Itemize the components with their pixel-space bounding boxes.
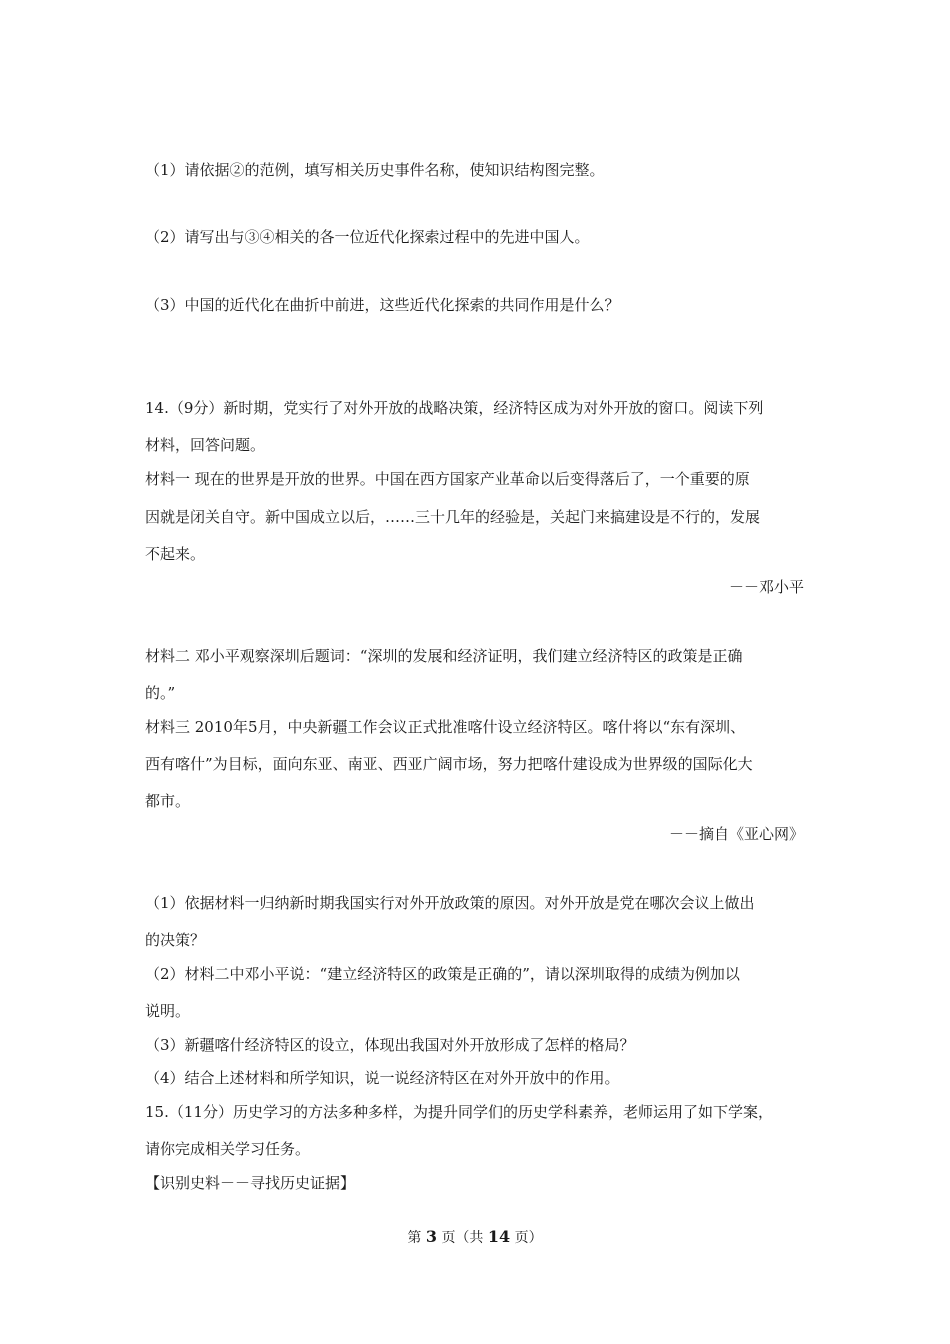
- footer-page-number: 3: [425, 1227, 437, 1246]
- q14-heading-line1: 14.（9分）新时期，党实行了对外开放的战略决策，经济特区成为对外开放的窗口。阅读下列: [145, 399, 764, 417]
- material3-line1: 材料三 2010年5月，中央新疆工作会议正式批准喀什设立经济特区。喀什将以“东有深圳、: [145, 718, 746, 736]
- q14-sub1-line1: （1）依据材料一归纳新时期我国实行对外开放政策的原因。对外开放是党在哪次会议上做出: [145, 894, 755, 912]
- material3-line2: 西有喀什”为目标，面向东亚、南亚、西亚广阔市场，努力把喀什建设成为世界级的国际化大: [145, 755, 753, 773]
- material1-line3: 不起来。: [145, 545, 206, 563]
- q13-sub3: （3）中国的近代化在曲折中前进，这些近代化探索的共同作用是什么？: [145, 296, 620, 314]
- q14-sub4: （4）结合上述材料和所学知识，说一说经济特区在对外开放中的作用。: [145, 1069, 620, 1087]
- q14-heading-line2: 材料，回答问题。: [145, 436, 266, 454]
- q14-sub3: （3）新疆喀什经济特区的设立，体现出我国对外开放形成了怎样的格局？: [145, 1036, 635, 1054]
- q13-sub1: （1）请依据②的范例，填写相关历史事件名称，使知识结构图完整。: [145, 161, 605, 179]
- material2-line1: 材料二 邓小平观察深圳后题词：“深圳的发展和经济证明，我们建立经济特区的政策是正确: [145, 647, 743, 665]
- footer-prefix: 第: [407, 1230, 422, 1246]
- page-footer: [0, 1227, 950, 1248]
- q14-sub1-line2: 的决策？: [145, 931, 206, 949]
- material2-line2: 的。”: [145, 684, 176, 702]
- q13-sub2: （2）请写出与③④相关的各一位近代化探索过程中的先进中国人。: [145, 228, 590, 246]
- footer-suffix: 页）: [514, 1230, 543, 1246]
- q14-sub2-line2: 说明。: [145, 1002, 191, 1020]
- material3-source: －－摘自《亚心网》: [668, 825, 804, 843]
- q15-section-title: 【识别史料－－寻找历史证据】: [145, 1174, 356, 1192]
- q15-heading-line2: 请你完成相关学习任务。: [145, 1140, 311, 1158]
- footer-total-pages: 14: [487, 1227, 511, 1246]
- material3-line3: 都市。: [145, 792, 191, 810]
- q14-sub2-line1: （2）材料二中邓小平说：“建立经济特区的政策是正确的”，请以深圳取得的成绩为例加以: [145, 965, 740, 983]
- material1-source: －－邓小平: [728, 578, 804, 596]
- q15-heading-line1: 15.（11分）历史学习的方法多种多样，为提升同学们的历史学科素养，老师运用了如下学案，: [145, 1103, 773, 1121]
- material1-line2: 因就是闭关自守。新中国成立以后，……三十几年的经验是，关起门来搞建设是不行的，发展: [145, 508, 761, 526]
- footer-mid: 页（共: [441, 1230, 484, 1246]
- material1-line1: 材料一 现在的世界是开放的世界。中国在西方国家产业革命以后变得落后了，一个重要的原: [145, 470, 750, 488]
